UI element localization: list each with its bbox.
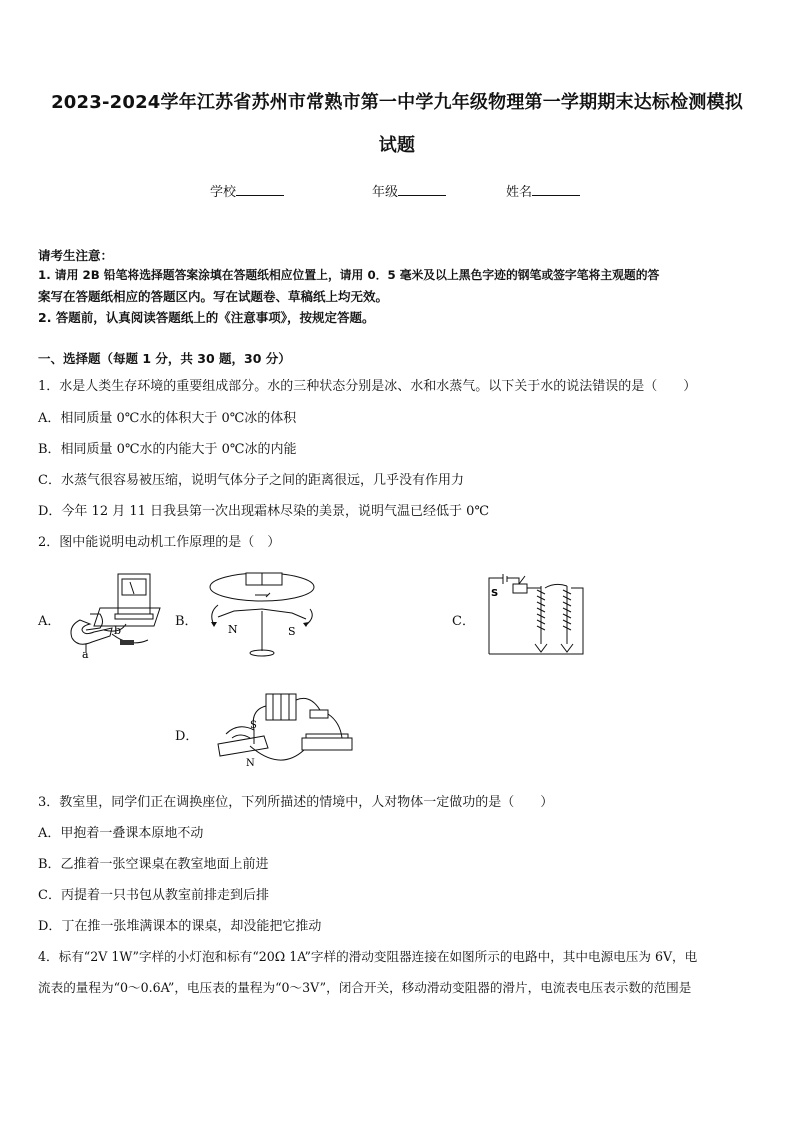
q2-option-a-label[interactable]: A． bbox=[38, 614, 61, 629]
rheostat bbox=[513, 584, 527, 593]
q1-option-b[interactable]: B．相同质量 0℃水的内能大于 0℃冰的内能 bbox=[38, 442, 297, 457]
grade-field[interactable] bbox=[372, 181, 446, 200]
name-blank[interactable] bbox=[532, 183, 580, 196]
grade-label: 年级 bbox=[372, 185, 399, 200]
rheostat-d bbox=[302, 738, 352, 750]
motor-base bbox=[218, 736, 268, 756]
school-field[interactable] bbox=[210, 181, 284, 200]
q2-option-b-label[interactable]: B． bbox=[175, 614, 198, 629]
q3-option-c[interactable]: C．丙提着一只书包从教室前排走到后排 bbox=[38, 888, 269, 903]
section-heading: 一、选择题（每题 1 分，共 30 题，30 分） bbox=[38, 351, 291, 366]
notice-item2: 2. 答题前，认真阅读答题纸上的《注意事项》，按规定答题。 bbox=[38, 310, 375, 325]
q1-option-a[interactable]: A．相同质量 0℃水的体积大于 0℃冰的体积 bbox=[38, 411, 297, 426]
q3-option-a[interactable]: A．甲抱着一叠课本原地不动 bbox=[38, 826, 204, 841]
q1-option-c[interactable]: C．水蒸气很容易被压缩，说明气体分子之间的距离很远，几乎没有作用力 bbox=[38, 473, 464, 488]
switch-d bbox=[310, 710, 328, 718]
battery bbox=[246, 573, 282, 585]
name-label: 姓名 bbox=[506, 185, 533, 200]
q1-stem: 1．水是人类生存环境的重要组成部分。水的三种状态分别是冰、水和水蒸气。以下关于水的说法错误的是（ ） bbox=[38, 379, 697, 394]
q3-stem: 3．教室里，同学们正在调换座位，下列所描述的情境中，人对物体一定做功的是（ ） bbox=[38, 795, 554, 810]
q2-figure-a bbox=[60, 568, 170, 660]
q2-option-d-label[interactable]: D． bbox=[175, 729, 199, 744]
q2-figure-d bbox=[210, 686, 360, 778]
page-title-line1: 2023-2024学年江苏省苏州市常熟市第一中学九年级物理第一学期期末达标检测模拟 bbox=[51, 92, 743, 113]
q3-option-d[interactable]: D．丁在推一张堆满课本的课桌，却没能把它推动 bbox=[38, 919, 322, 934]
grade-blank[interactable] bbox=[398, 183, 446, 196]
q2-figure-b bbox=[200, 565, 325, 665]
school-blank[interactable] bbox=[236, 183, 284, 196]
notice-item1-line2: 案写在答题纸相应的答题区内。写在试题卷、草稿纸上均无效。 bbox=[38, 289, 389, 304]
label-a: a bbox=[82, 648, 89, 660]
name-field[interactable] bbox=[506, 181, 580, 200]
label-s: S bbox=[288, 625, 296, 638]
q2-stem: 2．图中能说明电动机工作原理的是（ ） bbox=[38, 535, 281, 550]
label-s-d: S bbox=[250, 720, 257, 731]
q2-option-c-label[interactable]: C． bbox=[452, 614, 475, 629]
label-n-d: N bbox=[246, 758, 255, 769]
q2-figure-c bbox=[485, 572, 587, 658]
notice-heading: 请考生注意： bbox=[38, 248, 114, 263]
switch bbox=[120, 640, 134, 645]
label-switch-s: S bbox=[491, 588, 499, 599]
horseshoe-magnet bbox=[71, 620, 112, 644]
label-n: N bbox=[228, 623, 238, 636]
q1-option-d[interactable]: D．今年 12 月 11 日我县第一次出现霜林尽染的美景，说明气温已经低于 0℃ bbox=[38, 504, 489, 519]
label-b: b bbox=[114, 624, 122, 637]
q4-line1: 4．标有“2V 1W”字样的小灯泡和标有“20Ω 1A”字样的滑动变阻器连接在如图所示的电路中，其中电源电压为 6V，电 bbox=[38, 949, 698, 964]
q4-line2: 流表的量程为“0～0.6A”，电压表的量程为“0～3V”，闭合开关，移动滑动变阻器的滑片，电流表电压表示数的范围是 bbox=[38, 980, 692, 995]
q3-option-b[interactable]: B．乙推着一张空课桌在教室地面上前进 bbox=[38, 857, 269, 872]
notice-item1-line1: 1. 请用 2B 铅笔将选择题答案涂填在答题纸相应位置上，请用 0．5 毫米及以上黑色字迹的钢笔或签字笔将主观题的答 bbox=[38, 268, 660, 282]
school-label: 学校 bbox=[210, 185, 237, 200]
page-title-line2: 试题 bbox=[378, 135, 416, 156]
